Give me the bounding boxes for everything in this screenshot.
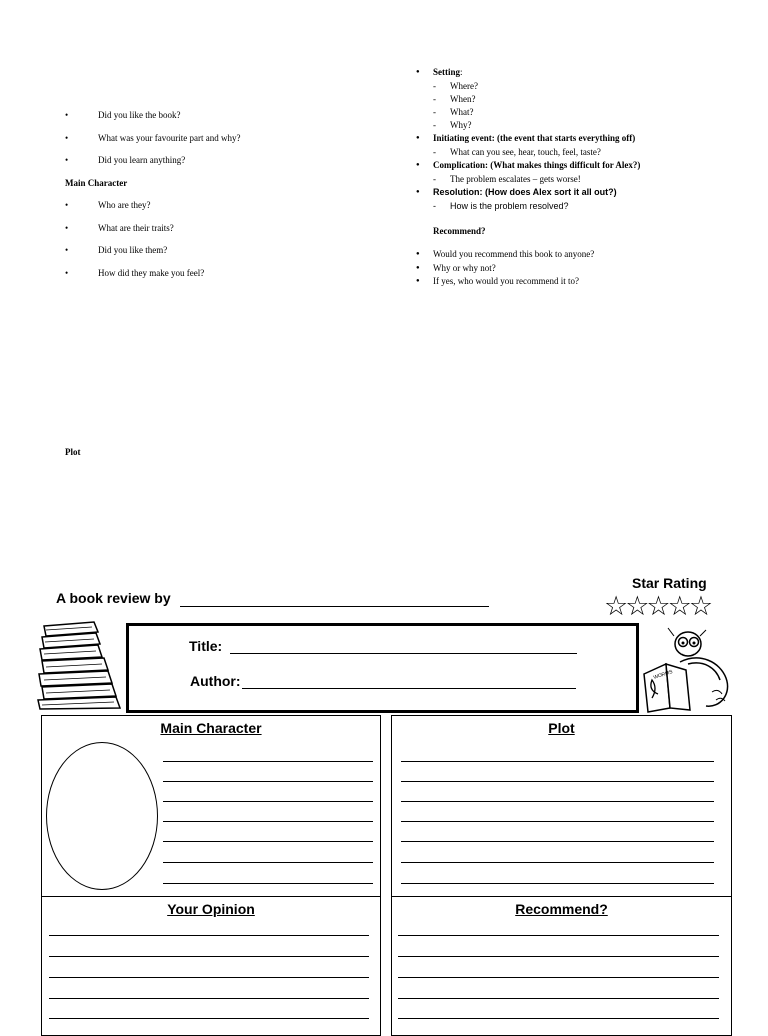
main-character-heading: Main Character: [65, 177, 128, 188]
recommend-panel: [391, 896, 732, 1036]
list-item: ● Complication: (What makes things difficult for Alex?): [416, 159, 736, 173]
writing-line[interactable]: [163, 761, 373, 762]
writing-line[interactable]: [398, 977, 719, 978]
list-item: ● Would you recommend this book to anyone?: [416, 248, 736, 262]
plot-title: Plot: [548, 720, 575, 736]
author-line[interactable]: [242, 688, 576, 689]
writing-line[interactable]: [401, 761, 714, 762]
writing-line[interactable]: [401, 883, 714, 884]
recommend-heading: Recommend?: [433, 226, 486, 236]
reviewer-name-line[interactable]: [180, 606, 489, 607]
writing-line[interactable]: [49, 935, 369, 936]
your-opinion-title: Your Opinion: [167, 901, 255, 917]
main-character-panel: [41, 715, 381, 897]
your-opinion-panel: [41, 896, 381, 1036]
list-item: - When?: [416, 93, 736, 106]
main-character-title: Main Character: [160, 720, 262, 736]
list-item: - The problem escalates – gets worse!: [416, 173, 736, 186]
writing-line[interactable]: [163, 841, 373, 842]
plot-panel: [391, 715, 732, 897]
writing-line[interactable]: [398, 998, 719, 999]
writing-line[interactable]: [163, 781, 373, 782]
books-stack-icon: [36, 620, 122, 710]
left-question-list: [62, 109, 362, 289]
character-portrait-oval[interactable]: [46, 742, 158, 890]
list-item: • Did you like the book?: [62, 109, 362, 132]
writing-line[interactable]: [163, 862, 373, 863]
list-item: • Did you learn anything?: [62, 154, 362, 177]
writing-line[interactable]: [49, 998, 369, 999]
writing-line[interactable]: [401, 821, 714, 822]
list-item: • How did they make you feel?: [62, 267, 362, 290]
list-item: ● Initiating event: (the event that starts everything off): [416, 132, 736, 146]
bookworm-icon: [640, 622, 736, 714]
writing-line[interactable]: [401, 862, 714, 863]
title-line[interactable]: [230, 653, 577, 654]
right-question-list: [416, 66, 736, 213]
writing-line[interactable]: [398, 935, 719, 936]
author-label: Author:: [190, 673, 241, 689]
writing-line[interactable]: [398, 956, 719, 957]
plot-heading: Plot: [65, 447, 81, 457]
writing-line[interactable]: [398, 1018, 719, 1019]
list-item: - What?: [416, 106, 736, 119]
list-item: - How is the problem resolved?: [416, 200, 736, 213]
list-item: - Where?: [416, 80, 736, 93]
recommend-title: Recommend?: [515, 901, 608, 917]
writing-line[interactable]: [401, 841, 714, 842]
list-item: ● Setting:: [416, 66, 736, 80]
recommend-list: [416, 248, 736, 289]
title-author-box: [126, 623, 639, 713]
list-item: ● If yes, who would you recommend it to?: [416, 275, 736, 289]
star-rating-label: Star Rating: [632, 575, 707, 591]
setting-label: Setting: [433, 67, 460, 77]
title-label: Title:: [189, 638, 223, 654]
writing-line[interactable]: [163, 821, 373, 822]
list-item: • Did you like them?: [62, 244, 362, 267]
writing-line[interactable]: [49, 977, 369, 978]
list-item: ● Resolution: (How does Alex sort it all out?): [416, 186, 736, 200]
writing-line[interactable]: [401, 801, 714, 802]
review-by-label: A book review by: [56, 590, 171, 606]
writing-line[interactable]: [49, 956, 369, 957]
writing-line[interactable]: [163, 801, 373, 802]
list-item: ● Why or why not?: [416, 262, 736, 276]
list-item: • Who are they?: [62, 199, 362, 222]
list-item: • What was your favourite part and why?: [62, 132, 362, 155]
list-item: - What can you see, hear, touch, feel, taste?: [416, 146, 736, 159]
writing-line[interactable]: [401, 781, 714, 782]
star-rating-stars[interactable]: ☆☆☆☆☆: [604, 591, 711, 622]
worm-book-text: WORMS: [652, 669, 674, 681]
list-item: • What are their traits?: [62, 222, 362, 245]
writing-line[interactable]: [49, 1018, 369, 1019]
list-item: - Why?: [416, 119, 736, 132]
writing-line[interactable]: [163, 883, 373, 884]
